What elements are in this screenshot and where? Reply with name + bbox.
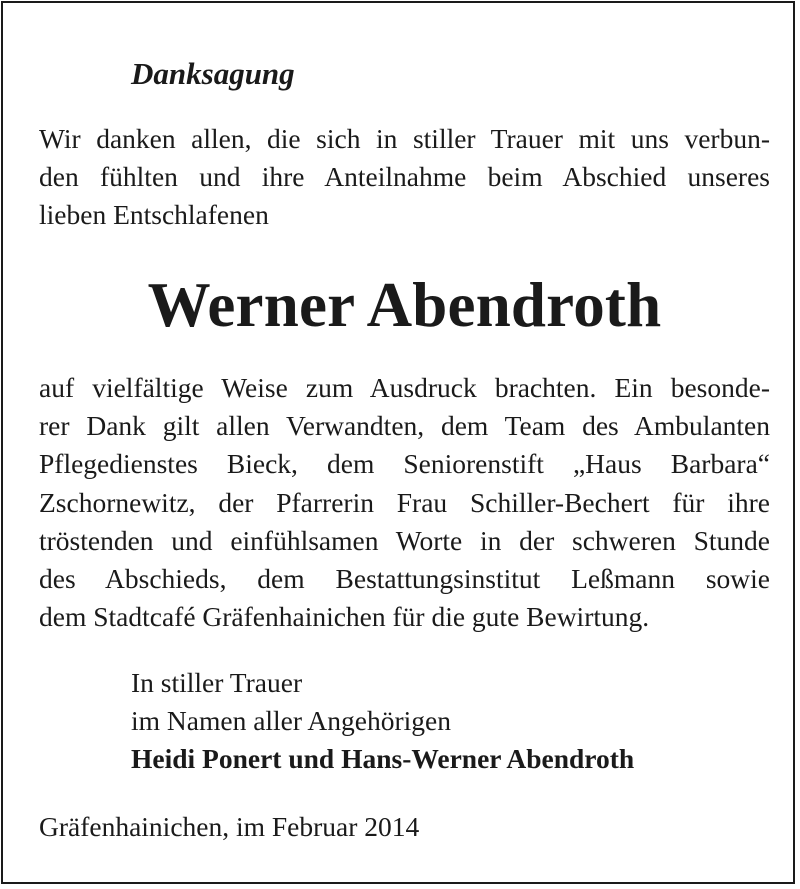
- signoff-block: [131, 664, 634, 778]
- signoff-line-relatives: im Namen aller Angehörigen: [131, 705, 451, 736]
- deceased-name: Werner Abendroth: [147, 270, 662, 340]
- body-line: auf vielfältige Weise zum Ausdruck brachten. Ein besonde-: [39, 372, 770, 403]
- intro-line: Wir danken allen, die sich in stiller Trauer mit uns verbun-: [39, 123, 770, 154]
- body-line: dem Stadtcafé Gräfenhainichen für die gute Bewirtung.: [39, 601, 650, 633]
- body-line: Zschornewitz, der Pfarrerin Frau Schiller-Bechert für ihre: [39, 486, 770, 518]
- body-line: tröstenden und einfühlsamen Worte in der schweren Stunde: [39, 524, 770, 556]
- notice-heading: Danksagung: [131, 56, 295, 91]
- body-paragraph: [39, 369, 770, 636]
- intro-line: den fühlten und ihre Anteilnahme beim Abschied unseres: [39, 161, 770, 193]
- body-line: des Abschieds, dem Bestattungsinstitut Leßmann sowie: [39, 563, 770, 595]
- body-line: Pflegedienstes Bieck, dem Seniorenstift „Haus Barbara“: [39, 448, 770, 480]
- intro-line: lieben Entschlafenen: [39, 199, 269, 231]
- signoff-line-mourning: In stiller Trauer: [131, 667, 303, 698]
- place-and-date: Gräfenhainichen, im Februar 2014: [39, 811, 420, 842]
- obituary-thank-you-notice: [1, 1, 795, 884]
- intro-paragraph: [39, 120, 770, 235]
- signers: Heidi Ponert und Hans-Werner Abendroth: [131, 743, 635, 774]
- body-line: rer Dank gilt allen Verwandten, dem Team des Ambulanten: [39, 410, 770, 442]
